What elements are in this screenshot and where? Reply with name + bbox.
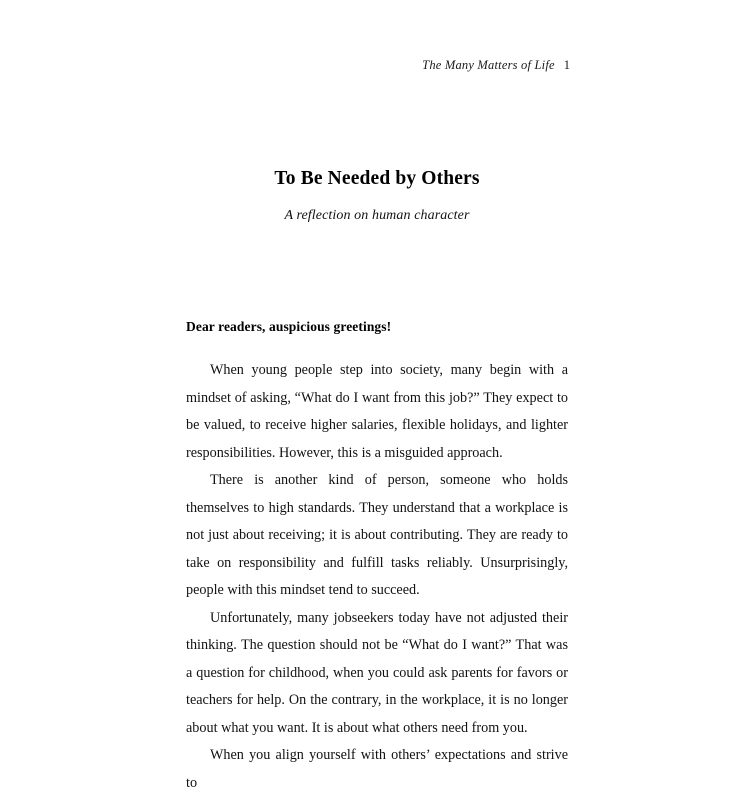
paragraph: When young people step into society, many begin with a mindset of asking, “What do I want from this job?” They expect to be valued, to receive higher salaries, flexible holidays, and lighter responsibilities. However, this is a misguided approach. — [186, 362, 568, 461]
paragraph: When you align yourself with others’ expectations and strive to — [186, 747, 568, 791]
paragraph: Unfortunately, many jobseekers today have not adjusted their thinking. The question should not be “What do I want?” That was a question for childhood, when you could ask parents for favors or teachers for help. On the contrary, in the workplace, it is no longer about what you want. It is about what others need from you. — [186, 609, 568, 736]
chapter-subtitle: A reflection on human character — [284, 208, 470, 223]
page-content — [186, 0, 568, 797]
paragraph: There is another kind of person, someone who holds themselves to high standards. They understand that a workplace is not just about receiving; it is about contributing. They are ready to take on responsibility and fulfill tasks reliably. Unsurprisingly, people with this mindset tend to succeed. — [186, 472, 568, 598]
running-head-title: The Many Matters of Life — [422, 58, 555, 72]
page-number: 1 — [563, 58, 570, 72]
chapter-title: To Be Needed by Others — [274, 168, 480, 189]
salutation: Dear readers, auspicious greetings! — [186, 319, 392, 334]
body-text — [186, 335, 568, 797]
